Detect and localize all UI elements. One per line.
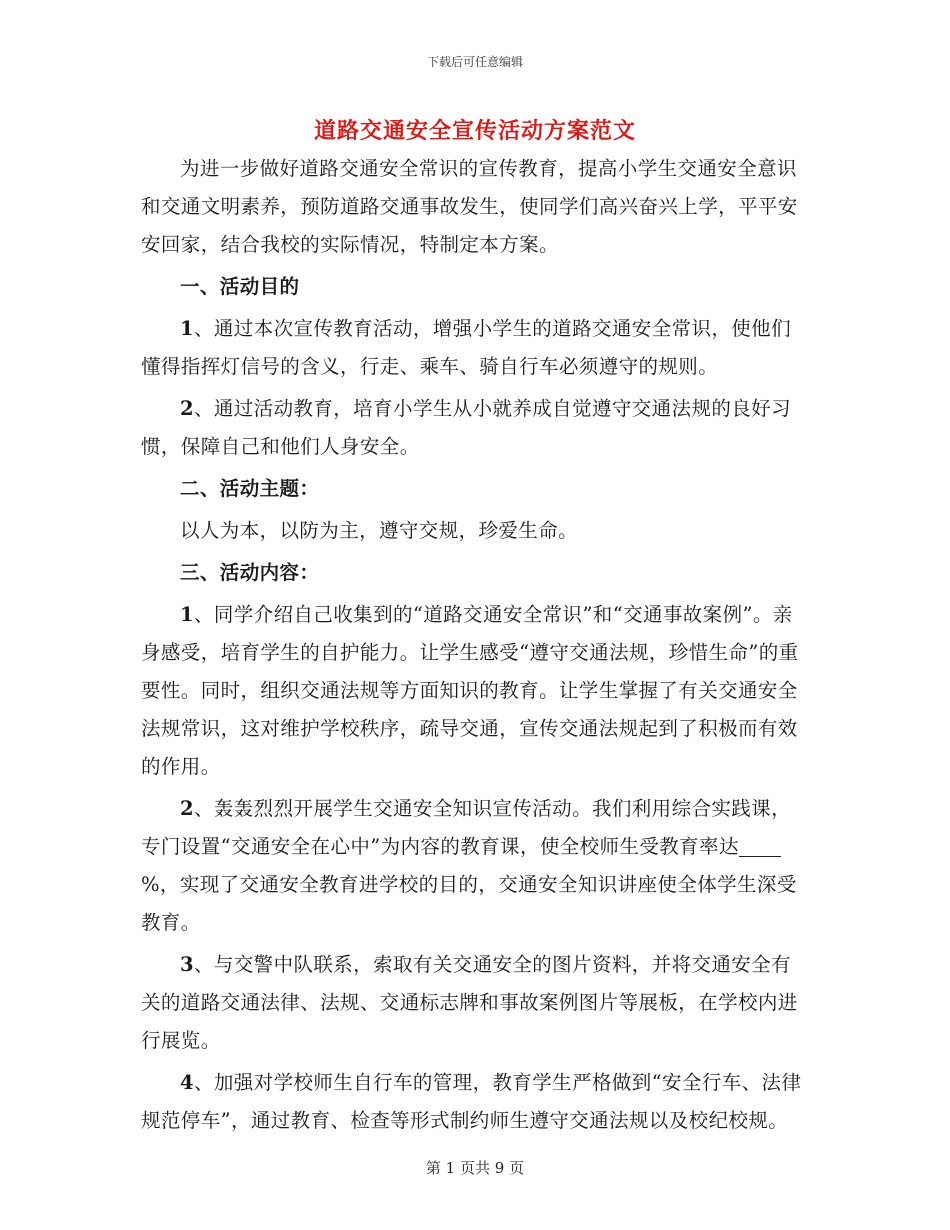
page-number-footer: 第 1 页共 9 页 [425, 1159, 525, 1177]
item-number: 1 [180, 317, 194, 340]
purpose-item-2 [141, 390, 809, 466]
item-text: 、通过活动教育，培育小学生从小就养成自觉遵守交通法规的良好习惯，保障自己和他们人身安全。 [141, 397, 791, 458]
content-item-4 [141, 1064, 809, 1140]
item-text: 、加强对学校师生自行车的管理，教育学生严格做到“安全行车、法律规范停车”，通过教育、检查等形式制约师生遵守交通法规以及校纪校规。 [141, 1071, 802, 1132]
item-text-continued: %，实现了交通安全教育进学校的目的，交通安全知识讲座使全体学生深受教育。 [141, 873, 797, 934]
document-title: 道路交通安全宣传活动方案范文 [313, 118, 636, 144]
section-heading-theme: 二、活动主题： [180, 477, 320, 500]
item-text: 、通过本次宣传教育活动，增强小学生的道路交通安全常识，使他们懂得指挥灯信号的含义，行走、乘车、骑自行车必须遵守的规则。 [141, 317, 791, 378]
item-number: 3 [180, 953, 194, 976]
content-item-1 [141, 596, 809, 786]
item-text: 、与交警中队联系，索取有关交通安全的图片资料，并将交通安全有关的道路交通法律、法规、交通标志牌和事故案例图片等展板，在学校内进行展览。 [141, 953, 798, 1052]
content-item-3 [141, 946, 809, 1060]
header-note: 下载后可任意编辑 [426, 55, 523, 69]
theme-text: 以人为本，以防为主，遵守交规，珍爱生命。 [180, 519, 579, 542]
item-number: 2 [180, 397, 194, 420]
item-text: 、轰轰烈烈开展学生交通安全知识宣传活动。我们利用综合实践课，专门设置“交通安全在心中”为内容的教育课，使全校师生受教育率达 [141, 797, 791, 858]
section-heading-purpose: 一、活动目的 [180, 275, 300, 298]
document-body [141, 150, 809, 1144]
section-heading-content: 三、活动内容： [180, 561, 320, 584]
item-number: 1 [180, 603, 194, 626]
item-number: 4 [180, 1071, 194, 1094]
item-number: 2 [180, 797, 194, 820]
intro-paragraph: 为进一步做好道路交通安全常识的宣传教育，提高小学生交通安全意识和交通文明素养，预防道路交通事故发生，使同学们高兴奋兴上学，平平安安回家，结合我校的实际情况，特制定本方案。 [141, 157, 798, 256]
fill-in-blank [739, 836, 781, 857]
content-item-2 [141, 790, 809, 942]
item-text: 、同学介绍自己收集到的“道路交通安全常识”和“交通事故案例”。亲身感受，培育学生的自护能力。让学生感受“遵守交通法规，珍惜生命”的重要性。同时，组织交通法规等方面知识的教育。让学生掌握了有关交通安全法规常识，这对维护学校秩序，疏导交通，宣传交通法规起到了积极而有效的作用。 [141, 603, 799, 778]
purpose-item-1 [141, 310, 809, 386]
